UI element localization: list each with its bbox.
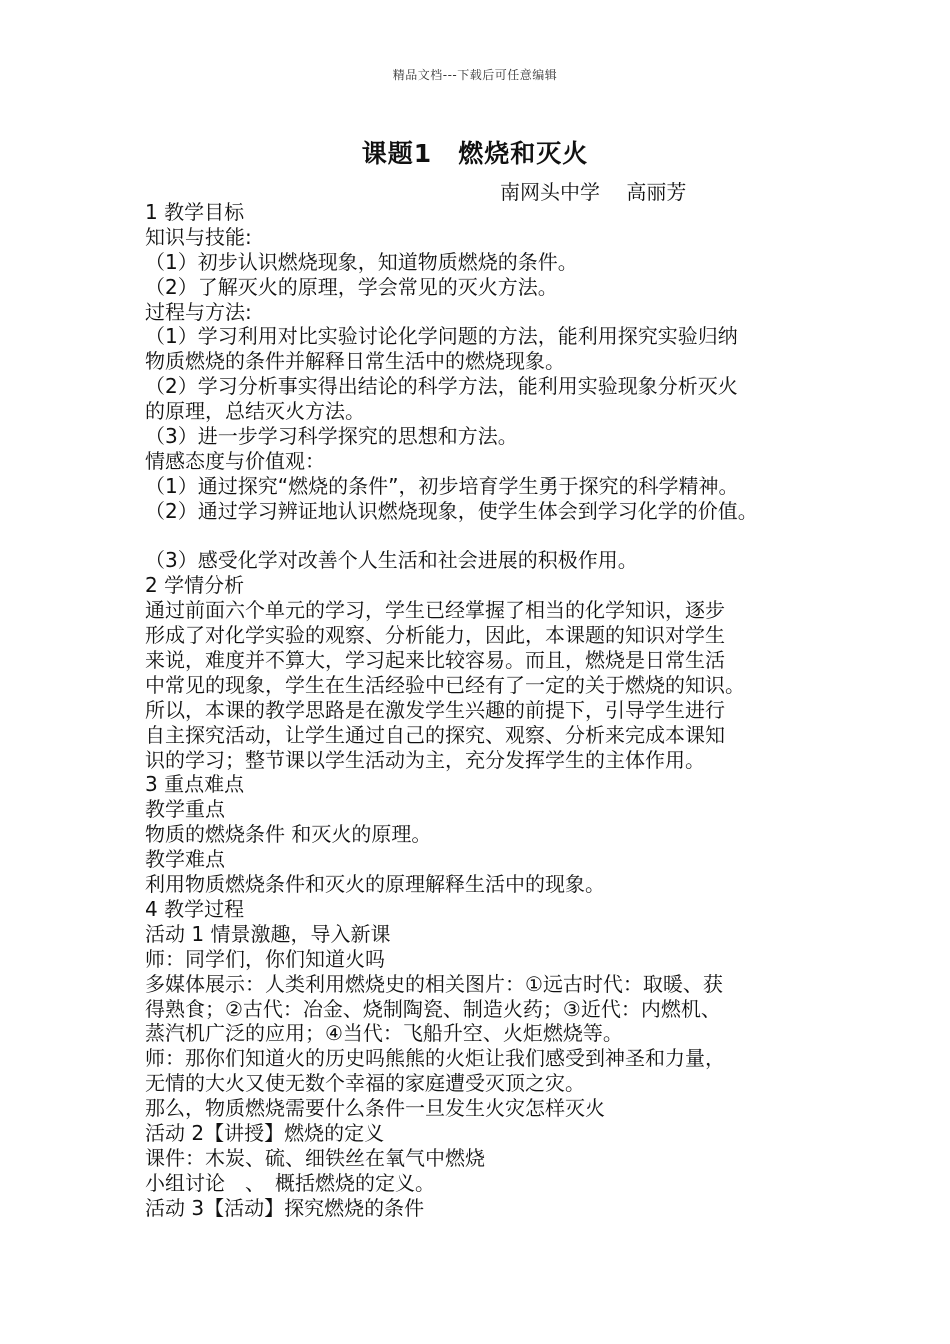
body-line: 活动 1 情景激趣，导入新课 — [145, 921, 391, 946]
body-line: 利用物质燃烧条件和灭火的原理解释生活中的现象。 — [145, 872, 605, 897]
body-line: 无情的大火又使无数个幸福的家庭遭受灭顶之灾。 — [145, 1071, 585, 1096]
body-line: 得熟食；②古代：冶金、烧制陶瓷、制造火药；③近代：内燃机、 — [145, 996, 721, 1021]
body-line: 2 学情分析 — [145, 573, 245, 598]
body-line: 识的学习；整节课以学生活动为主，充分发挥学生的主体作用。 — [145, 747, 705, 772]
body-line: 来说，难度并不算大，学习起来比较容易。而且，燃烧是日常生活 — [145, 648, 725, 673]
body-line: 的原理，总结灭火方法。 — [145, 399, 365, 424]
body-line: 教学重点 — [145, 797, 225, 822]
body-line: （1）通过探究“燃烧的条件”，初步培育学生勇于探究的科学精神。 — [145, 473, 739, 498]
body-line: （1）学习利用对比实验讨论化学问题的方法，能利用探究实验归纳 — [145, 324, 738, 349]
body-line: （3）进一步学习科学探究的思想和方法。 — [145, 424, 518, 449]
document-title: 课题1 燃烧和灭火 — [361, 139, 589, 168]
document-author: 南网头中学 高丽芳 — [500, 180, 687, 204]
body-line: 物质的燃烧条件 和灭火的原理。 — [145, 822, 432, 847]
body-line: 4 教学过程 — [145, 896, 245, 921]
body-line: 教学难点 — [145, 847, 225, 872]
body-line: （2）通过学习辨证地认识燃烧现象，使学生体会到学习化学的价值。 — [145, 498, 758, 523]
body-line: 蒸汽机广泛的应用；④当代：飞船升空、火炬燃烧等。 — [145, 1021, 623, 1046]
body-line: （2）学习分析事实得出结论的科学方法，能利用实验现象分析灭火 — [145, 374, 738, 399]
body-line: 通过前面六个单元的学习，学生已经掌握了相当的化学知识，逐步 — [145, 598, 725, 623]
body-line: 课件：木炭、硫、细铁丝在氧气中燃烧 — [145, 1145, 485, 1170]
body-line: 师：那你们知道火的历史吗熊熊的火炬让我们感受到神圣和力量， — [145, 1046, 725, 1071]
body-line — [145, 524, 835, 549]
body-line: 活动 2【讲授】燃烧的定义 — [145, 1120, 385, 1145]
body-line: （3）感受化学对改善个人生活和社会进展的积极作用。 — [145, 548, 638, 573]
page-header: 精品文档---下载后可任意编辑 — [392, 68, 558, 82]
body-line: 物质燃烧的条件并解释日常生活中的燃烧现象。 — [145, 349, 565, 374]
body-line: 自主探究活动，让学生通过自己的探究、观察、分析来完成本课知 — [145, 722, 725, 747]
body-line: 那么，物质燃烧需要什么条件一旦发生火灾怎样灭火 — [145, 1096, 605, 1121]
body-line: 1 教学目标 — [145, 200, 245, 224]
body-line: 过程与方法: — [145, 299, 252, 324]
body-line: 活动 3【活动】探究燃烧的条件 — [145, 1195, 425, 1220]
body-line: （2）了解灭火的原理，学会常见的灭火方法。 — [145, 274, 558, 299]
document-body — [145, 200, 835, 1221]
body-line: 中常见的现象，学生在生活经验中已经有了一定的关于燃烧的知识。 — [145, 672, 745, 697]
body-line: 多媒体展示：人类利用燃烧史的相关图片：①远古时代：取暖、获 — [145, 971, 723, 996]
body-line: 小组讨论 、 概括燃烧的定义。 — [145, 1170, 435, 1195]
body-line: 所以，本课的教学思路是在激发学生兴趣的前提下，引导学生进行 — [145, 697, 725, 722]
body-line: 形成了对化学实验的观察、分析能力，因此，本课题的知识对学生 — [145, 623, 725, 648]
body-line: 师：同学们，你们知道火吗 — [145, 946, 385, 971]
body-line: 3 重点难点 — [145, 772, 245, 797]
body-line: 情感态度与价值观： — [145, 448, 325, 473]
body-line: （1）初步认识燃烧现象，知道物质燃烧的条件。 — [145, 249, 578, 274]
body-line: 知识与技能: — [145, 224, 252, 249]
